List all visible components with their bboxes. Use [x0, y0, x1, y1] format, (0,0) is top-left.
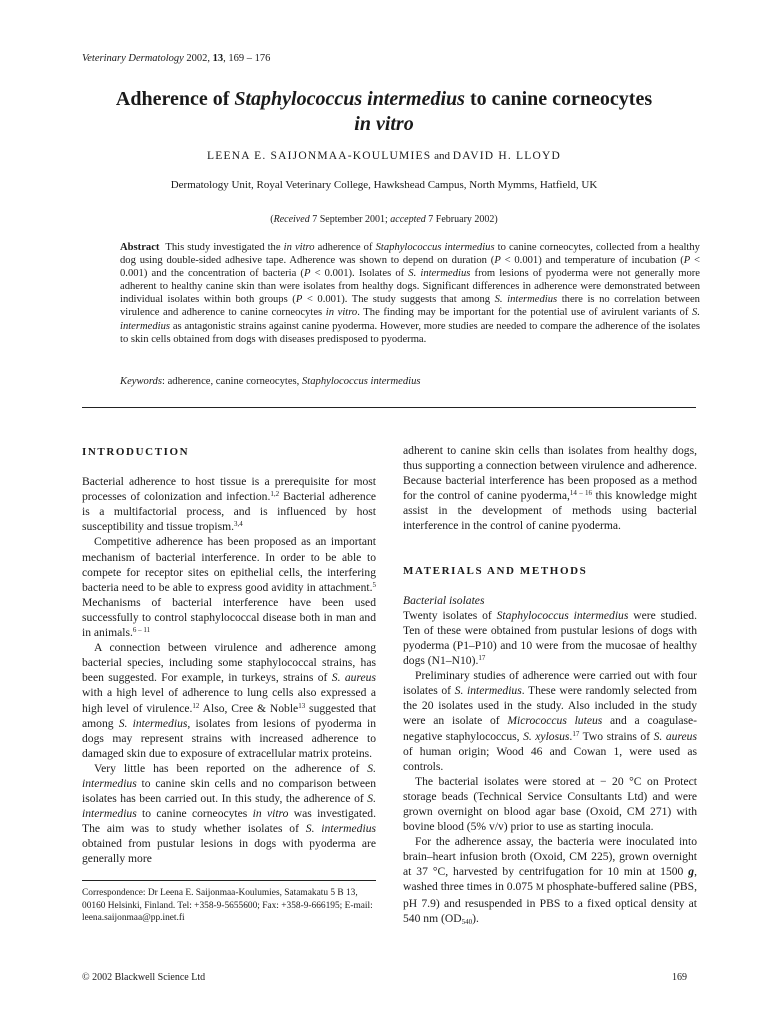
italic-text: Staphylococcus intermedius: [496, 608, 629, 622]
italic-text: S. intermedius: [82, 761, 376, 790]
text: to canine skin cells and no comparison between isolates has been carried out. In this study, the adherence of: [82, 776, 376, 806]
journal-citation: [82, 53, 270, 64]
affiliation: Dermatology Unit, Royal Veterinary College, Hawkshead Campus, North Mymms, Hatfield, UK: [170, 179, 598, 191]
paragraph: The bacterial isolates were stored at − 20 °C on Protect storage beads (Technical Service Consultants Ltd) and were grown overnight on blood agar base (Oxoid, CM 271) with bovine blood (5% v/v) prior to use as starting inocula.: [403, 774, 697, 834]
text: M: [535, 882, 544, 893]
citation-ref: 12: [192, 701, 200, 710]
citation-ref: 6 – 11: [132, 626, 151, 635]
italic-text: S. intermedius: [118, 716, 188, 730]
text: Competitive adherence has been proposed as an important mechanism of bacterial interference. In order to be able to compete for receptor sites on epithelial cells, the interfering bacteria need to be able to express good avidity in attachment.: [82, 535, 376, 594]
abstract-italic: in vitro: [283, 242, 315, 253]
italic-text: S. intermedius: [454, 684, 522, 698]
citation-ref: 14 – 16: [569, 489, 592, 498]
left-column: [82, 445, 376, 867]
text: .: [569, 729, 573, 743]
author-name: LEENA E. SAIJONMAA-KOULUMIES: [207, 150, 432, 162]
section-heading-introduction: INTRODUCTION: [82, 446, 190, 458]
abstract-italic: P: [295, 294, 303, 306]
text: Bacterial adherence is a multifactorial process, and is influenced by host susceptibility and tissue tropism.: [82, 490, 376, 534]
text: obtained from pustular lesions in dogs with pyoderma are generally more: [82, 837, 376, 866]
citation-ref: 17: [478, 654, 486, 663]
italic-text: S. aureus: [331, 671, 376, 685]
author-name: DAVID H. LLOYD: [452, 150, 561, 162]
subscript: 540: [461, 917, 473, 926]
text: was investigated. The aim was to study whether isolates of: [82, 807, 376, 836]
text: Mechanisms of bacterial interference have been used successfully to control staphylococcal disease both in man and in animals.: [82, 595, 376, 640]
abstract-text: < 0.001). The study suggests that among: [302, 294, 495, 306]
italic-text: in vitro: [252, 807, 289, 821]
paragraph: [82, 640, 376, 761]
text: Bacterial adherence to host tissue is a prerequisite for most processes of colonization and infection.: [82, 475, 376, 504]
italic-text: S. xylosus: [523, 729, 570, 743]
abstract-italic: in vitro: [325, 307, 358, 319]
text: . These were randomly selected from the 20 isolates used in the study. Also included in the study were an isolate of: [403, 684, 698, 728]
paragraph: [403, 443, 697, 534]
abstract-italic: S. intermedius: [494, 294, 558, 306]
text: of human origin; Wood 46 and Cowan 1, were used as controls.: [403, 744, 697, 773]
article-title: [0, 87, 768, 137]
accepted-label: accepted: [390, 214, 426, 225]
abstract-text: from lesions of pyoderma were not generally more adherent to healthy canine skin than were isolates from healthy dogs. Significant differences in adherence were demonstrated between individual isolates within both groups (: [120, 268, 700, 306]
citation-ref: 17: [572, 729, 580, 738]
text: Preliminary studies of adherence were carried out with four isolates of: [403, 669, 697, 698]
abstract-italic: S. intermedius: [408, 268, 471, 280]
right-column: [403, 443, 697, 926]
paragraph: [82, 761, 376, 867]
abstract-text: < 0.001) and temperature of incubation (: [500, 255, 684, 267]
paragraph: [82, 534, 376, 640]
abstract-text: as antagonistic strains against canine pyoderma. However, more studies are needed to compare the adherence of the isolates to skin cells obtained from dogs with diseases predisposed to pyoderma.: [120, 320, 700, 345]
abstract-italic: S. intermedius: [120, 307, 700, 332]
keywords-label: Keywords: [120, 376, 162, 387]
citation-ref: 13: [298, 701, 306, 710]
text: Very little has been reported on the adherence of: [94, 761, 368, 775]
text: For the adherence assay, the bacteria were inoculated into brain–heart infusion broth (Oxoid, CM 225), grown overnight at 37 °C, harvested by centrifugation for 10 min at 1500: [403, 835, 697, 879]
abstract: [120, 241, 700, 346]
abstract-label: Abstract: [120, 242, 160, 253]
paragraph: [403, 834, 697, 926]
italic-text: S. intermedius: [82, 792, 376, 821]
italic-text: g: [688, 865, 695, 879]
text: , washed three times in 0.075: [403, 865, 697, 894]
text: to canine corneocytes: [136, 807, 253, 821]
received-bracket: (: [270, 214, 274, 225]
abstract-text: < 0.001). Isolates of: [310, 268, 409, 280]
citation-ref: 3,4: [234, 520, 243, 529]
abstract-italic: P: [494, 255, 501, 267]
title-text: to canine corneocytes: [464, 88, 653, 110]
text: with a high level of adherence to lung cells also expressed a high level of virulence.: [82, 686, 376, 715]
abstract-text: This study investigated the: [159, 242, 284, 253]
text: were studied. Ten of these were obtained from pustular lesions of dogs with pyoderma (P1–P10) and 10 were from the mucosae of healthy dogs (N1–N10).: [403, 608, 697, 668]
abstract-italic: P: [683, 255, 691, 267]
paragraph: [403, 668, 697, 774]
text: this knowledge might assist in the development of methods using bacterial interference in the control of canine pyoderma.: [403, 489, 698, 533]
keywords-text: : adherence, canine corneocytes,: [161, 376, 302, 387]
abstract-text: to canine corneocytes, collected from a healthy dog using double-sided adhesive tape. Adherence was shown to depend on duration (: [120, 242, 700, 267]
italic-text: Micrococcus luteus: [507, 714, 603, 728]
text: suggested that among: [82, 701, 377, 730]
title-species: Staphylococcus intermedius: [234, 88, 465, 110]
abstract-text: < 0.001) and the concentration of bacteria (: [120, 255, 701, 280]
subsection-heading: Bacterial isolates: [403, 593, 485, 607]
received-label: Received: [273, 214, 310, 225]
journal-volume: 13: [212, 53, 224, 64]
keywords-species: Staphylococcus intermedius: [301, 376, 421, 387]
citation-ref: 5: [372, 580, 376, 589]
accepted-date: 7 February 2002): [425, 214, 498, 225]
paragraph: [82, 474, 376, 534]
section-heading-methods: MATERIALS AND METHODS: [403, 564, 588, 577]
correspondence-footnote: Correspondence: Dr Leena E. Saijonmaa-Koulumies, Satamakatu 5 B 13, 00160 Helsinki, Finland. Tel: +358-9-5655600; Fax: +358-9-666195; E-mail: leena.saijonmaa@pp.inet.fi: [82, 888, 373, 924]
text: Twenty isolates of: [403, 608, 497, 622]
italic-text: S. aureus: [653, 729, 697, 743]
abstract-text: adherence of: [314, 242, 376, 253]
abstract-text: there is no correlation between virulence and adherence to canine corneocytes: [120, 294, 700, 319]
received-dates: [0, 214, 768, 225]
journal-year: 2002,: [186, 53, 211, 64]
author-list: [0, 150, 768, 162]
journal-name: Veterinary Dermatology: [82, 53, 184, 64]
abstract-italic: P: [303, 268, 311, 280]
text: Also, Cree & Noble: [199, 701, 299, 715]
text: , isolates from lesions of pyoderma in dogs may represent strains with increased adherence to damaged skin due to exposure of extracellular matrix proteins.: [82, 716, 377, 760]
text: A connection between virulence and adherence among bacterial species, including some staphylococcal strains, has been suggested. For example, in turkeys, strains of: [82, 641, 376, 685]
footnote-divider: [82, 880, 376, 881]
author-conjunction: and: [431, 150, 453, 162]
text: phosphate-buffered saline (PBS, pH 7.9) and resuspended in PBS to a fixed optical density at 540 nm (OD: [403, 880, 697, 925]
italic-text: S. intermedius: [305, 822, 377, 836]
citation-ref: 1,2: [270, 490, 280, 499]
title-text: Adherence of: [115, 88, 235, 110]
received-date: 7 September 2001;: [309, 214, 391, 225]
text: ).: [472, 911, 479, 925]
page-number: 169: [672, 972, 687, 983]
abstract-text: . The finding may be important for the potential use of avirulent variants of: [357, 307, 693, 319]
text: adherent to canine skin cells than isolates from healthy dogs, thus supporting a connection between virulence and adherence. Because bacterial interference has been proposed as a method for the control of canine pyoderma,: [403, 444, 697, 503]
title-in-vitro: in vitro: [354, 113, 414, 135]
keywords: [120, 376, 700, 387]
abstract-italic: Staphylococcus intermedius: [375, 242, 495, 253]
text: and a coagulase-negative staphylococcus,: [403, 714, 697, 743]
text: Two strains of: [579, 729, 654, 743]
copyright: © 2002 Blackwell Science Ltd: [82, 972, 206, 983]
header-divider: [82, 407, 696, 408]
journal-pages: , 169 – 176: [223, 53, 271, 64]
paragraph: [403, 608, 697, 668]
